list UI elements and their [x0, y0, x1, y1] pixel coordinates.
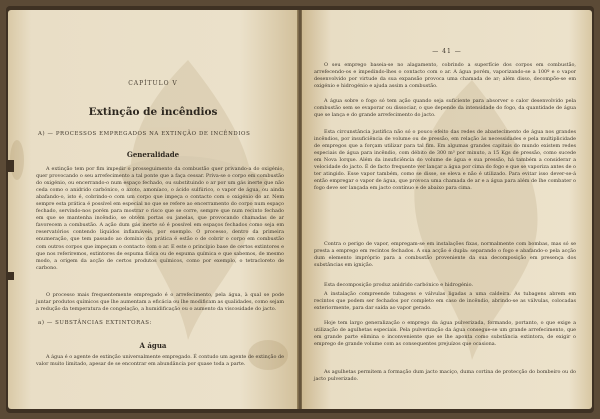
paragraph: As agulhetas permitem a formação dum jacto maciço, duma cortina de protecção do bombeiro ou do jacto pulverizado.	[314, 369, 576, 383]
paragraph: A instalação compreende tubagens e válvulas ligadas a uma caldeira. As tubagens abrem em recintos que podem ser fechados por completo em caso de incêndio, abrindo-se as válvulas, colocadas exteriormente, para dar saída ao vapor gerado.	[314, 291, 576, 312]
chapter-heading: CAPÍTULO V	[128, 80, 178, 87]
page-number: — 41 —	[432, 48, 462, 55]
paragraph: A água sobre o fogo só tem ação quando seja suficiente para absorver o calor desenvolvido pela combustão sem se evaporar ou dissociar, o que depende da intensidade do fogo, da quantidade de água que se lança e do grande arrefecimento do jacto.	[314, 98, 576, 119]
subtitle-agua: A água	[139, 341, 167, 350]
right-page	[302, 10, 592, 409]
paragraph: O seu emprego baseia-se no alagamento, cobrindo a superfície dos corpos em combustão, arrefecendo-os e impedindo-lhes o contacto com o ar. A água porém, vaporizando-se a 100º e o vapor desenvolvido por virtude da sua expansão provoca uma chamada de ar; além disso, decompõe-se em oxigénio e hidrogénio e ajuda assim a combustão.	[314, 62, 576, 90]
paragraph: Contra o perigo de vapor, empregam-se em instalações fixas, normalmente com bombas, mas só se presta a emprego em recintos fechados. A sua acção é dupla: separando o fogo e abafando-o pela acção dum elemento impróprio para a combustão proveniente da sua decomposição em presença dos substâncias em ignição.	[314, 241, 576, 269]
chapter-title: Extinção de incêndios	[88, 106, 218, 118]
paragraph: A água é o agente de extinção universalmente empregado. É contudo um agente de extinção de valor muito limitado, apesar de se encontrar em abundância por quase toda a parte.	[36, 354, 284, 368]
paragraph: Hoje tem largo generalização o emprego da água pulverizada, formando, portanto, o que exige a utilização de agulhetas especiais. Pela pulverização da água consegue-se um grande arrefecimento, que em grande parte elimina o inconveniente que se lhe aponta como substância extintora, de exigir o emprego de grande volume com as consequentes prejuízos que ocasiona.	[314, 320, 576, 348]
paragraph: A extinção tem por fim impedir o prosseguimento da combustão quer privando-a do oxigénio, quer provocando o seu arrefecimento a tal ponte que a faça cessar. Priva-se o corpo em combustão do oxigénio, ou encerrando-o num espaço fechado, ou substituindo o ar por um gás inerte que não ceda como o anidrido carbónico, o azoto, amoníaco, o ácido sulfúrico, o vapor de água, ou ainda abafando-o, isto é, cobrindo-o com um corpo que impeça o contacto com o oxigénio do ar. Nem sempre esta prática é possível em especial no que se refere ao encerramento do corpo num espaço fechado, servindo-nos porém para mostrar o risco que se corre, sempre que num recinto fechado em que se mantenha incêndio, se obtém portas ou janelas, que provocando chamadas de ar favorecem a combustão. A ação dum gás inerte só é possível em espaços fechados como seja em reservatórios contendo líquidos inflamáveis, por exemplo. O processo, dentro da primeira enumeração, que tem passado ao domínio da prática é estão o de cobrir o corpo em combustão com outros corpos que impeçam o contacto com o ar. E este o princípio base de certos extintores e que nos referiremos, extintores de espuma física ou de espuma química e que sabemos, de mesmo modo, a origem da acção de certos produtos químicos, como por exemplo, o tetracloreto de carbono.	[36, 166, 284, 271]
paragraph: Esta decomposição produz anidrido carbónico e hidrogénio.	[324, 282, 474, 288]
paragraph: O processo mais frequentemente empregado é o arrefecimento, pela água, à qual se pode juntar produtos químicos que lhe aumentam a eficácia ou lhe modificam as qualidades, como sejam a redução da temperatura de congelação, a humidificação ou o aumento da viscosidade do jacto.	[36, 292, 284, 313]
paragraph: Esta circunstância justifica não só o pouco efeito das redes de abastecimento de água nos grandes incêndios, por insuficiência de volume ou de pressão, em relação às necessidades e pela multiplicidade de empregos que a forçam utilizar para tal fim. Em algumas grandes capitais do mundo existem redes especiais de água para incêndio, com débito de 300 m³ por minuto, a 15 Kgs de pressão, como sucede em Nova Iorque. Além da insuficiência do volume de água e sua pressão, há também a considerar a velocidade do jacto. É de facto frequente ver lançar a água por cima do fogo e que se vaporiza antes de o ter atingido. Esse vapor também, como se disse, se eleva e não é utilizado. Para evitar isso dever-se-á então empregar o vapor de água, que provoca uma chamada de ar e a água para além de lhe combater o fogo deve ser lançada em jacto contínuo e de abaixo para cima.	[314, 129, 576, 192]
section-heading-b: a) — SUBSTÂNCIAS EXTINTORAS:	[38, 320, 152, 326]
subtitle-generalidade: Generalidade	[126, 150, 180, 159]
open-book	[6, 6, 594, 413]
left-page	[8, 10, 298, 409]
section-heading-a: A) — PROCESSOS EMPREGADOS NA EXTINÇÃO DE INCÊNDIOS	[38, 131, 251, 137]
